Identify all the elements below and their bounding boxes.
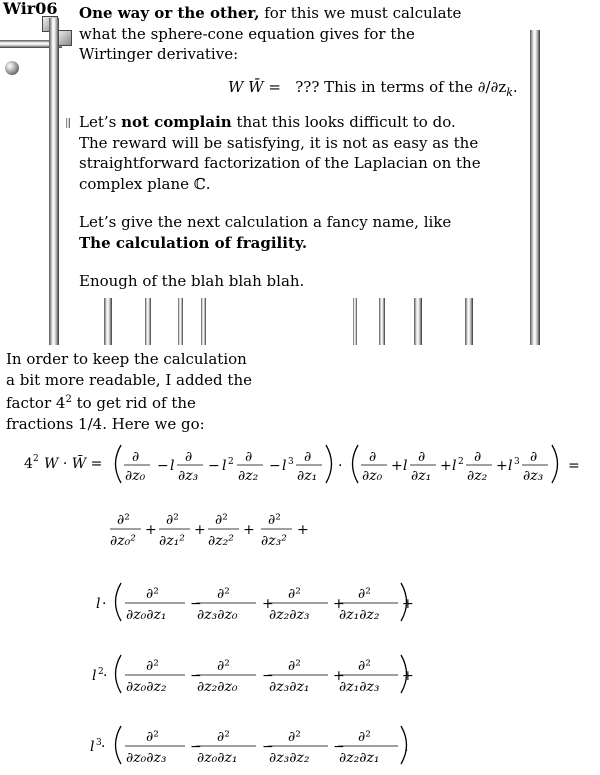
coef-l: l: [96, 596, 101, 612]
paren-left: [116, 655, 122, 693]
fancy-line2: The calculation of fragility.: [79, 233, 308, 252]
frac-den: [125, 468, 146, 484]
frac-den: ∂z₂∂z₀: [197, 679, 238, 695]
coef-l2: l: [452, 458, 457, 474]
op-plus: +: [194, 522, 206, 538]
readable-line3-sup: 2: [65, 394, 72, 405]
coef-l: l: [403, 458, 408, 474]
decor-bar: [353, 298, 357, 345]
frac-den: ∂z₂: [238, 468, 259, 484]
op-plus: +: [333, 668, 345, 684]
frac-den: ∂z₂∂z₁: [339, 750, 380, 766]
frac-den-d: ∂: [125, 468, 133, 484]
frac-num: ∂²: [358, 586, 371, 602]
frac-num: ∂: [418, 449, 426, 465]
coef-sup: 2: [98, 667, 104, 677]
frac-num: ∂²: [217, 586, 230, 602]
op-minus: −: [157, 458, 169, 474]
op-plus: +: [402, 596, 414, 612]
complain-paragraph: [79, 112, 481, 194]
frac-den: ∂z₂∂z₃: [269, 607, 310, 623]
intro-line1: for this we must calculate: [259, 4, 462, 22]
op-dot: ·: [103, 668, 108, 684]
complain-line2: The reward will be satisfying, it is not as easy as the: [79, 133, 479, 152]
decor-bar: [145, 298, 151, 345]
frac-den: ∂z₃∂z₀: [197, 607, 238, 623]
frac-num: ∂²: [217, 729, 230, 745]
op-plus: +: [440, 458, 452, 474]
readable-paragraph: [6, 349, 252, 434]
paren-right: [326, 445, 332, 483]
op-minus: −: [269, 458, 281, 474]
op-plus: +: [333, 596, 345, 612]
readable-line2: a bit more readable, I added the: [6, 370, 252, 389]
frac-den: ∂z₁²: [159, 533, 185, 549]
frac-num: ∂²: [268, 512, 281, 528]
second-derivatives-line: [110, 512, 309, 549]
decor-ball: [5, 61, 19, 75]
paren-right: [552, 445, 558, 483]
decor-bar: [379, 298, 385, 345]
op-plus: +: [243, 522, 255, 538]
frac-num: ∂: [185, 449, 193, 465]
op-minus: −: [262, 668, 274, 684]
decor-bar-small: [66, 118, 70, 128]
frac-num: ∂: [530, 449, 538, 465]
op-minus: −: [208, 458, 220, 474]
frac-num: ∂²: [358, 658, 371, 674]
formula-sub: k: [506, 86, 513, 99]
frac-den: ∂z₃: [523, 468, 544, 484]
intro-paragraph: [79, 3, 461, 65]
l1-term-line: [96, 583, 414, 623]
complain-lead: Let’s: [79, 113, 122, 131]
op-dot: ·: [338, 458, 343, 474]
op-plus: +: [297, 522, 309, 538]
frac-num: ∂²: [217, 658, 230, 674]
frac-den: ∂z₁: [297, 468, 318, 484]
coef-l3: l: [508, 458, 513, 474]
frac-den: ∂z₀: [362, 468, 383, 484]
coef-sup: 3: [96, 738, 102, 748]
intro-bold-lead: One way or the other,: [79, 4, 260, 22]
op-equals: =: [568, 458, 580, 474]
frac-num: ∂²: [288, 729, 301, 745]
op-minus: −: [262, 739, 274, 755]
readable-line1: In order to keep the calculation: [6, 350, 247, 368]
formula-end: .: [512, 78, 518, 96]
frac-num: ∂: [245, 449, 253, 465]
op-minus: −: [190, 668, 202, 684]
frac-den: ∂z₁: [411, 468, 432, 484]
decor-bar: [414, 298, 422, 345]
lhs-w: W · W̄ =: [44, 456, 103, 472]
intro-line2: what the sphere-cone equation gives for the: [79, 24, 415, 43]
l3-term-line: [90, 726, 408, 766]
decor-bar: [465, 298, 473, 345]
frac-den: ∂z₁∂z₃: [339, 679, 380, 695]
readable-line3-pre: factor 4: [6, 394, 66, 412]
fancy-line1: Let’s give the next calculation a fancy name, like: [79, 213, 452, 231]
blah-line: Enough of the blah blah blah.: [79, 272, 305, 290]
frac-den: ∂z₂: [467, 468, 488, 484]
decor-bar: [201, 298, 206, 345]
coef-sup: 2: [228, 457, 234, 467]
frac-num: ∂: [474, 449, 482, 465]
frac-den: ∂z₃: [178, 468, 199, 484]
paren-left: [116, 726, 122, 764]
slide-title: Wir06: [3, 0, 58, 18]
op-dot: ·: [102, 596, 107, 612]
lhs-sup: 2: [33, 454, 39, 464]
frac-den: ∂z₁∂z₂: [339, 607, 380, 623]
frac-num: ∂²: [146, 729, 159, 745]
fancy-paragraph: [79, 212, 451, 253]
frac-den: ∂z₃∂z₂: [269, 750, 310, 766]
op-minus: −: [190, 596, 202, 612]
decor-bar: [178, 298, 183, 345]
op-plus: +: [262, 596, 274, 612]
readable-line4: fractions 1/4. Here we go:: [6, 414, 205, 433]
frac-den-z: z₀: [132, 468, 146, 484]
op-minus: −: [190, 739, 202, 755]
calculation-math: [0, 435, 600, 775]
complain-bold: not complain: [121, 113, 232, 131]
decor-bar: [104, 298, 112, 345]
period: .: [404, 739, 409, 755]
frac-den: ∂z₂²: [208, 533, 234, 549]
frac-num: ∂²: [288, 658, 301, 674]
decor-bar-left: [49, 18, 59, 345]
coef-l: l: [92, 668, 97, 684]
frac-num: ∂²: [215, 512, 228, 528]
frac-den: ∂z₀∂z₂: [126, 679, 167, 695]
paren-left: [353, 445, 359, 483]
complain-line1: that this looks difficult to do.: [231, 113, 456, 131]
l2-term-line: [92, 655, 414, 695]
frac-num: ∂: [369, 449, 377, 465]
complain-line3: straightforward factorization of the Laplacian on the: [79, 154, 481, 172]
frac-den: ∂z₃²: [261, 533, 287, 549]
intro-line3: Wirtinger derivative:: [79, 45, 239, 63]
op-minus: −: [333, 739, 345, 755]
op-plus: +: [145, 522, 157, 538]
op-plus: +: [402, 668, 414, 684]
op-dot: ·: [101, 739, 106, 755]
complain-line4: complex plane ℂ.: [79, 174, 211, 193]
paren-left: [116, 445, 122, 483]
decor-bar-right: [530, 30, 540, 345]
coef-sup: 2: [458, 457, 464, 467]
wirtinger-formula: [228, 77, 518, 104]
lhs-coef: 4: [24, 456, 33, 472]
op-plus: +: [496, 458, 508, 474]
frac-num: ∂²: [358, 729, 371, 745]
paren-left: [116, 583, 122, 621]
frac-den: ∂z₀²: [110, 533, 136, 549]
formula-rest: ??? This in terms of the ∂/∂z: [295, 78, 507, 96]
frac-num: ∂: [304, 449, 312, 465]
expansion-line: [24, 445, 580, 484]
frac-num: ∂²: [117, 512, 130, 528]
readable-line3-post: to get rid of the: [71, 394, 196, 412]
frac-num: ∂²: [166, 512, 179, 528]
frac-num: ∂: [132, 449, 140, 465]
formula-lhs: W W̄ =: [228, 78, 281, 96]
frac-num: ∂²: [288, 586, 301, 602]
frac-den: ∂z₀∂z₁: [197, 750, 238, 766]
coef-sup: 3: [288, 457, 294, 467]
frac-num: ∂²: [146, 586, 159, 602]
frac-den: ∂z₀∂z₁: [126, 607, 167, 623]
coef-l2: l: [222, 458, 227, 474]
op-plus: +: [391, 458, 403, 474]
coef-l3: l: [282, 458, 287, 474]
coef-l: l: [90, 739, 95, 755]
frac-den: ∂z₀∂z₃: [126, 750, 167, 766]
frac-num: ∂²: [146, 658, 159, 674]
coef-sup: 3: [514, 457, 520, 467]
frac-den: ∂z₃∂z₁: [269, 679, 310, 695]
coef-l: l: [170, 458, 175, 474]
